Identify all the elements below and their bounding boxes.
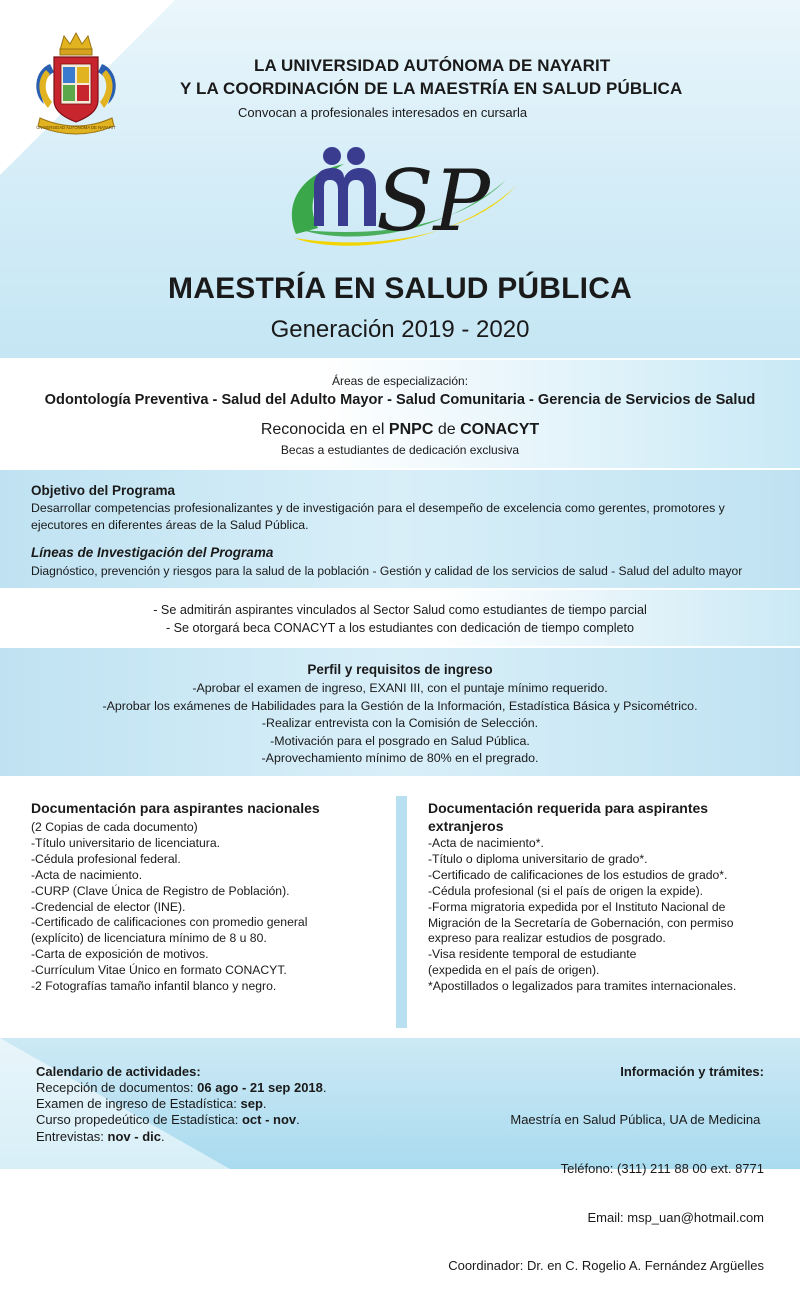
email-link[interactable]: Email: msp_uan@hotmail.com bbox=[587, 1209, 764, 1225]
msp-logo-icon bbox=[284, 134, 520, 262]
list-item: -Acta de nacimiento. bbox=[31, 867, 143, 882]
objetivo-line1: Desarrollar competencias profesionalizantes y de investigación para el desempeño de excelencia como gerentes, promotores y bbox=[31, 501, 725, 515]
calendario-label: Entrevistas: bbox=[36, 1128, 108, 1144]
calendario-row bbox=[36, 1112, 327, 1128]
list-item: (2 Copias de cada documento) bbox=[31, 820, 198, 834]
calendario-value: nov - dic bbox=[107, 1128, 161, 1144]
lineas-text: Diagnóstico, prevención y riesgos para la salud de la población - Gestión y calidad de los servicios de salud - Salud del adulto mayor bbox=[31, 564, 743, 578]
info-line: Maestría en Salud Pública, UA de Medicina bbox=[510, 1112, 764, 1128]
calendario-value: 06 ago - 21 sep 2018 bbox=[197, 1080, 323, 1095]
areas-label: Áreas de especialización: bbox=[331, 374, 469, 388]
list-item: -Certificado de calificaciones de los estudios de grado*. bbox=[428, 867, 728, 882]
list-item: expreso para realizar estudios de posgrado. bbox=[428, 931, 666, 946]
perfil-item: -Motivación para el posgrado en Salud Pública. bbox=[270, 734, 530, 748]
list-item: -Currículum Vitae Único en formato CONACYT. bbox=[31, 963, 287, 978]
list-item: -Carta de exposición de motivos. bbox=[31, 947, 209, 962]
pnpc-text: PNPC bbox=[388, 421, 434, 438]
generacion: Generación 2019 - 2020 bbox=[270, 316, 530, 343]
list-item: -Título universitario de licenciatura. bbox=[31, 835, 220, 850]
list-item: Migración de la Secretaría de Gobernación, con permiso bbox=[428, 915, 734, 930]
list-item: -Título o diploma universitario de grado*. bbox=[428, 851, 648, 866]
note-1: - Se admitirán aspirantes vinculados al Sector Salud como estudiantes de tiempo parcial bbox=[153, 603, 647, 617]
list-item: -Cédula profesional (si el país de origen la expide). bbox=[428, 883, 704, 898]
list-item: -2 Fotografías tamaño infantil blanco y negro. bbox=[31, 979, 277, 994]
seal-ribbon-text: UNIVERSIDAD AUTÓNOMA DE NAYARIT bbox=[36, 125, 116, 130]
docs-divider bbox=[396, 796, 407, 1028]
list-item: -Credencial de elector (INE). bbox=[31, 899, 186, 914]
program-title: MAESTRÍA EN SALUD PÚBLICA bbox=[168, 272, 632, 305]
calendario-value: oct - nov bbox=[241, 1112, 297, 1128]
calendario-value: sep bbox=[240, 1096, 263, 1112]
informacion-list bbox=[448, 1080, 764, 1291]
perfil-item: -Realizar entrevista con la Comisión de Selección. bbox=[261, 716, 539, 730]
reconocida-pre: Reconocida en el bbox=[260, 421, 389, 438]
docs-extranjeros-list bbox=[428, 836, 736, 995]
informacion-heading: Información y trámites: bbox=[620, 1064, 764, 1079]
perfil-heading: Perfil y requisitos de ingreso bbox=[307, 662, 493, 677]
list-item: -Certificado de calificaciones con promedio general bbox=[31, 915, 308, 930]
becas-text: Becas a estudiantes de dedicación exclusiva bbox=[280, 443, 520, 457]
calendario-suffix: . bbox=[160, 1128, 165, 1144]
list-item: -Acta de nacimiento*. bbox=[428, 836, 544, 850]
header-line1: LA UNIVERSIDAD AUTÓNOMA DE NAYARIT bbox=[254, 56, 611, 75]
list-item: (explícito) de licenciatura mínimo de 8 u 80. bbox=[31, 931, 267, 946]
info-line: Coordinador: Dr. en C. Rogelio A. Fernández Argüelles bbox=[448, 1258, 764, 1274]
list-item: *Apostillados o legalizados para tramites internacionales. bbox=[428, 979, 737, 994]
lineas-heading: Líneas de Investigación del Programa bbox=[31, 545, 274, 560]
info-line: Teléfono: (311) 211 88 00 ext. 8771 bbox=[560, 1161, 764, 1177]
logo-sp-text: SP bbox=[376, 152, 491, 250]
notes-band bbox=[0, 590, 800, 646]
header-line2: Y LA COORDINACIÓN DE LA MAESTRÍA EN SALUD PÚBLICA bbox=[180, 79, 683, 98]
docs-extranjeros-heading-2: extranjeros bbox=[428, 818, 504, 834]
calendario-row bbox=[36, 1129, 327, 1145]
objetivo-heading: Objetivo del Programa bbox=[31, 483, 176, 498]
perfil-item: -Aprovechamiento mínimo de 80% en el pregrado. bbox=[261, 751, 539, 765]
calendario-label: Examen de ingreso de Estadística: bbox=[36, 1096, 241, 1112]
reconocida-mid: de bbox=[433, 421, 461, 438]
calendario-suffix: . bbox=[296, 1112, 300, 1128]
calendario-suffix: . bbox=[262, 1096, 267, 1112]
calendario-list bbox=[36, 1080, 327, 1145]
msp-logo bbox=[284, 134, 520, 262]
convoca-text: Convocan a profesionales interesados en cursarla bbox=[238, 105, 528, 120]
calendario-row bbox=[36, 1080, 327, 1096]
calendario-label: Recepción de documentos: bbox=[36, 1080, 198, 1095]
docs-extranjeros-heading-1: Documentación requerida para aspirantes bbox=[428, 800, 709, 816]
calendario-label: Curso propedeútico de Estadística: bbox=[36, 1112, 242, 1128]
areas-list: Odontología Preventiva - Salud del Adulto Mayor - Salud Comunitaria - Gerencia de Servicios de Salud bbox=[44, 392, 756, 408]
calendario-suffix: . bbox=[322, 1080, 327, 1095]
university-seal bbox=[30, 30, 122, 138]
docs-nacionales-list bbox=[31, 820, 307, 995]
seal-icon bbox=[30, 30, 122, 138]
conacyt-text: CONACYT bbox=[460, 421, 540, 438]
perfil-item: -Aprobar los exámenes de Habilidades para la Gestión de la Información, Estadística Básica y Psicométrico. bbox=[102, 699, 698, 713]
list-item: (expedida en el país de origen). bbox=[428, 963, 600, 978]
reconocida-line bbox=[0, 421, 800, 439]
perfil-item: -Aprobar el examen de ingreso, EXANI III, con el puntaje mínimo requerido. bbox=[192, 681, 608, 695]
list-item: -CURP (Clave Única de Registro de Población). bbox=[31, 883, 290, 898]
calendario-heading: Calendario de actividades: bbox=[36, 1064, 201, 1079]
list-item: -Visa residente temporal de estudiante bbox=[428, 947, 637, 962]
objetivo-line2: ejecutores en diferentes áreas de la Salud Pública. bbox=[31, 518, 309, 532]
docs-nacionales-heading: Documentación para aspirantes nacionales bbox=[31, 800, 320, 816]
calendario-row bbox=[36, 1096, 327, 1112]
note-2: - Se otorgará beca CONACYT a los estudiantes con dedicación de tiempo completo bbox=[165, 621, 635, 635]
list-item: -Cédula profesional federal. bbox=[31, 851, 181, 866]
list-item: -Forma migratoria expedida por el Instituto Nacional de bbox=[428, 899, 726, 914]
